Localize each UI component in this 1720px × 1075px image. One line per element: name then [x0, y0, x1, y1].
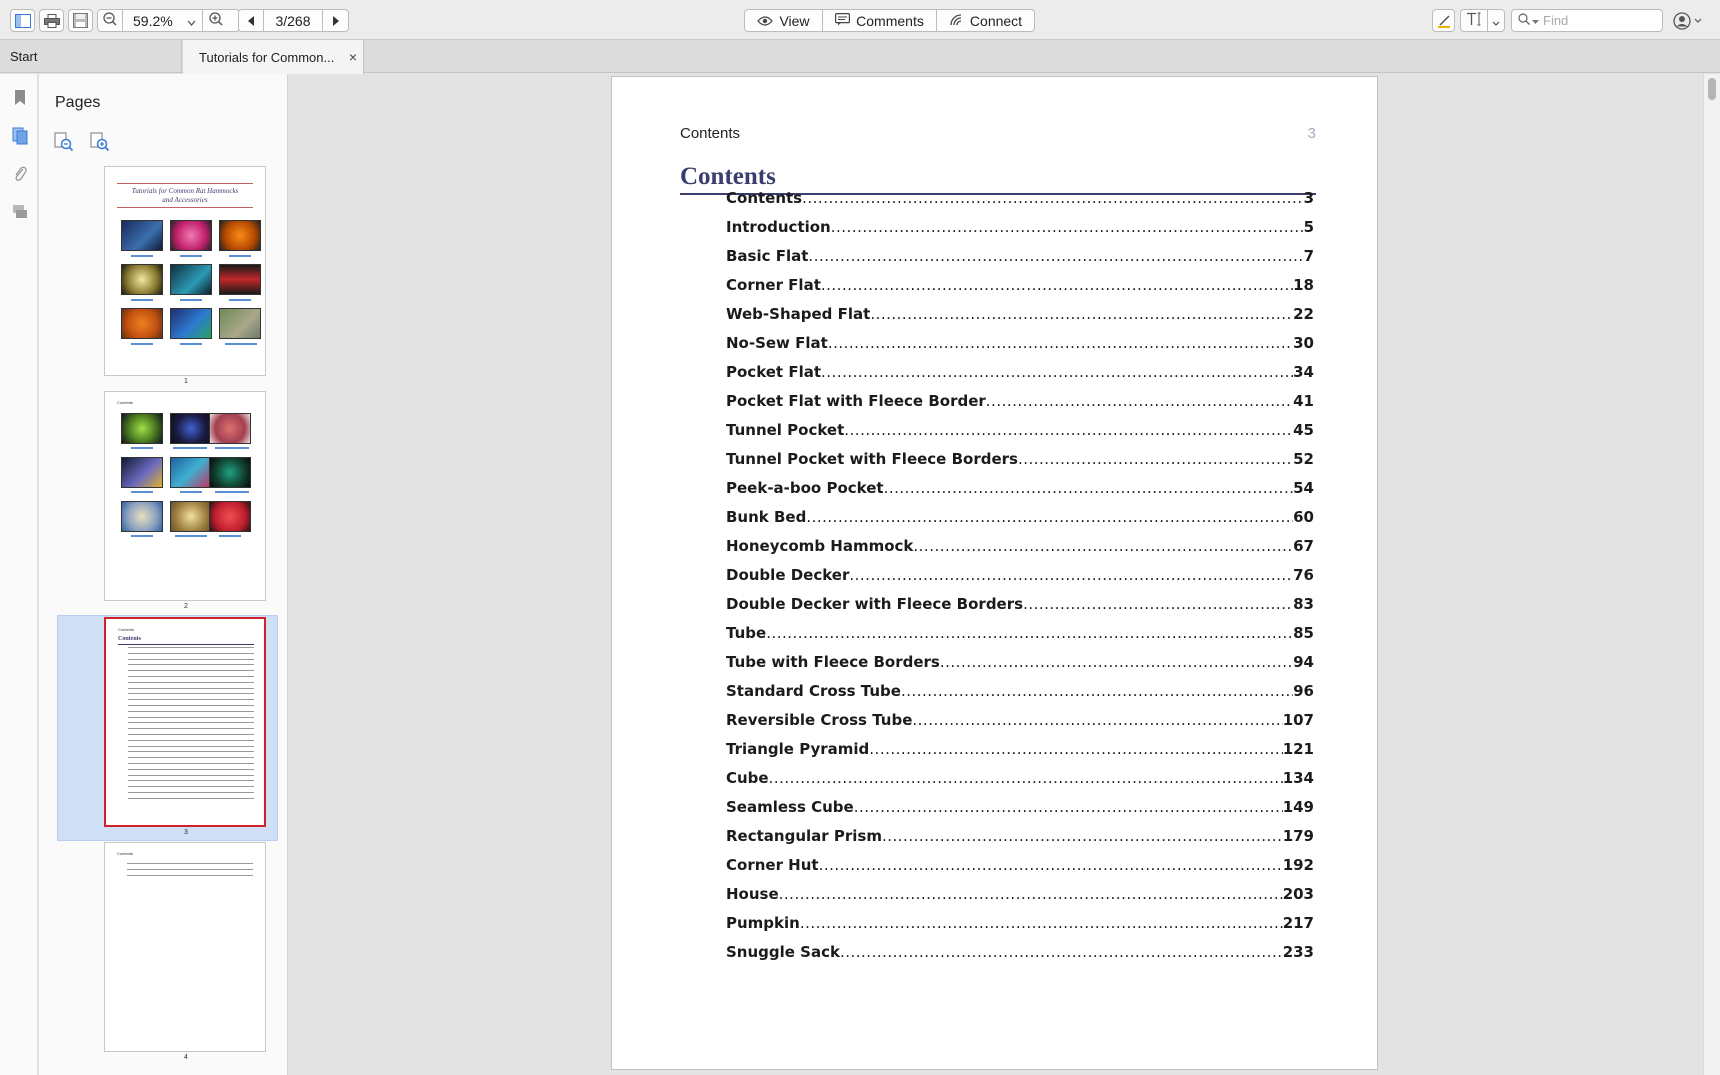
thumb-toc-line: [128, 682, 254, 683]
thumb-photo: [219, 308, 261, 339]
thumb-rule: [117, 183, 253, 184]
thumb-photo: [209, 457, 251, 488]
find-field[interactable]: [1511, 9, 1663, 32]
toc-entry-title: Honeycomb Hammock: [726, 537, 914, 555]
view-mode-label: View: [779, 12, 810, 29]
toc-dot-leader: [828, 334, 1293, 352]
highlighter-pen-icon: [1437, 14, 1451, 28]
toc-dot-leader: [802, 189, 1303, 207]
toc-entry[interactable]: [726, 479, 1314, 501]
thumb-caption-link: [215, 491, 249, 493]
toc-entry-page-number: 96: [1293, 682, 1314, 700]
toc-dot-leader: [844, 421, 1293, 439]
tab-start-label: Start: [10, 49, 38, 64]
document-page: [611, 76, 1378, 1070]
thumb-title-line: and Accessories: [162, 196, 208, 204]
toc-entry-title: Reversible Cross Tube: [726, 711, 913, 729]
page-navigation: [238, 9, 349, 32]
toc-entry[interactable]: [726, 885, 1314, 907]
toc-entry-page-number: 18: [1293, 276, 1314, 294]
toc-entry-title: Pocket Flat: [726, 363, 822, 381]
toc-entry[interactable]: [726, 334, 1314, 356]
toc-entry-title: Web-Shaped Flat: [726, 305, 871, 323]
toc-entry-page-number: 3: [1303, 189, 1314, 207]
triangle-left-icon: [248, 13, 255, 29]
zoom-in-icon: [209, 12, 223, 29]
toc-entry[interactable]: [726, 566, 1314, 588]
thumbnail-page-image: [104, 391, 266, 601]
page-zoom-in-icon: [90, 139, 110, 156]
toc-entry[interactable]: [726, 624, 1314, 646]
page-thumbnail-2[interactable]: [57, 391, 269, 617]
thumb-toc-line: [128, 647, 254, 648]
thumb-toc-line: [128, 711, 254, 712]
zoom-out-icon: [103, 12, 117, 29]
thumb-title-line: Tutorials for Common Rat Hammocks: [131, 187, 239, 195]
thumb-photo: [170, 501, 212, 532]
toc-entry-page-number: 94: [1293, 653, 1314, 671]
toc-entry[interactable]: [726, 856, 1314, 878]
toc-entry[interactable]: [726, 595, 1314, 617]
thumb-toc-line: [127, 869, 253, 870]
toc-entry-title: Cube: [726, 769, 769, 787]
comments-mode-button[interactable]: [823, 10, 937, 31]
view-mode-button[interactable]: [745, 10, 823, 31]
toc-entry-page-number: 60: [1293, 508, 1314, 526]
toc-entry-title: Tunnel Pocket: [726, 421, 845, 439]
speech-bubble-icon: [835, 13, 850, 29]
toc-dot-leader: [869, 740, 1282, 758]
toc-entry-title: Double Decker: [726, 566, 850, 584]
toc-dot-leader: [831, 218, 1304, 236]
toc-entry-title: House: [726, 885, 779, 903]
thumbnail-page-number: 2: [184, 603, 188, 610]
floppy-disk-icon: [73, 13, 88, 28]
enlarge-thumbnails-button[interactable]: [90, 132, 112, 154]
page-indicator: 3/268: [275, 12, 311, 29]
pages-panel-button[interactable]: [10, 128, 30, 148]
toc-dot-leader: [808, 247, 1303, 265]
toc-dot-leader: [870, 305, 1293, 323]
thumb-photo: [121, 457, 163, 488]
connect-mode-label: Connect: [969, 12, 1023, 29]
thumb-toc-line: [127, 875, 253, 876]
thumb-rule: [118, 644, 254, 645]
thumb-photo: [121, 264, 163, 295]
toc-entry[interactable]: [726, 711, 1314, 733]
toc-dot-leader: [800, 914, 1283, 932]
toc-dot-leader: [840, 943, 1283, 961]
thumb-photo: [121, 308, 163, 339]
thumb-photo: [121, 501, 163, 532]
toc-entry-title: Contents: [726, 189, 803, 207]
toc-entry[interactable]: [726, 189, 1314, 211]
text-cursor-icon: [1466, 12, 1482, 29]
thumb-caption-link: [131, 299, 153, 301]
chevron-down-icon: [1532, 12, 1539, 30]
thumb-photo: [170, 308, 212, 339]
thumbnail-page-image: [104, 617, 266, 827]
page-thumbnail-1[interactable]: [57, 166, 269, 392]
toc-heading: Contents: [680, 163, 1316, 195]
navigation-rail: [0, 74, 38, 1075]
toc-entry-title: Basic Flat: [726, 247, 809, 265]
toc-entry[interactable]: [726, 247, 1314, 269]
thumb-caption-link: [131, 255, 153, 257]
toc-entry-page-number: 192: [1282, 856, 1314, 874]
page-number-field[interactable]: [264, 10, 323, 31]
running-header: [680, 125, 1316, 142]
toc-entry[interactable]: [726, 363, 1314, 385]
toc-entry[interactable]: [726, 914, 1314, 936]
toc-entry-page-number: 121: [1282, 740, 1314, 758]
thumb-photo: [209, 501, 251, 532]
toc-entry[interactable]: [726, 508, 1314, 530]
thumb-caption-link: [229, 255, 251, 257]
thumbnail-page-image: [104, 842, 266, 1052]
thumb-caption-link: [180, 255, 202, 257]
bookmark-icon: [14, 89, 26, 111]
toc-dot-leader: [769, 769, 1283, 787]
thumb-toc-line: [128, 757, 254, 758]
toc-entry-page-number: 85: [1293, 624, 1314, 642]
user-avatar-icon: [1673, 12, 1691, 30]
toc-entry-page-number: 149: [1282, 798, 1314, 816]
find-input[interactable]: [1543, 13, 1643, 28]
account-button[interactable]: [1670, 9, 1705, 32]
thumb-toc-line: [128, 670, 254, 671]
thumb-toc-line: [128, 734, 254, 735]
thumbnail-page-number: 1: [184, 378, 188, 385]
comments-mode-label: Comments: [856, 12, 924, 29]
chevron-down-icon: [187, 13, 196, 29]
thumb-toc-line: [128, 728, 254, 729]
toc-entry-title: Tube: [726, 624, 767, 642]
thumb-toc-line: [128, 792, 254, 793]
toc-entry[interactable]: [726, 682, 1314, 704]
toolbar: [0, 0, 1720, 40]
toc-entry-title: Corner Flat: [726, 276, 821, 294]
thumb-toc-line: [127, 863, 253, 864]
tab-document-label: Tutorials for Common...: [199, 49, 335, 65]
chevron-down-icon: [1492, 13, 1500, 29]
thumb-toc-line: [128, 798, 254, 799]
thumb-toc-line: [128, 705, 254, 706]
toc-entry-page-number: 67: [1293, 537, 1314, 555]
shrink-thumbnails-button[interactable]: [54, 132, 76, 154]
save-button[interactable]: [68, 9, 93, 32]
toc-dot-leader: [913, 537, 1293, 555]
sidebar-panel-icon: [15, 14, 31, 28]
toc-dot-leader: [882, 827, 1283, 845]
thumb-toc-line: [128, 775, 254, 776]
scrollbar-thumb[interactable]: [1708, 78, 1716, 100]
thumb-toc-line: [128, 659, 254, 660]
toc-dot-leader: [1018, 450, 1293, 468]
pages-icon: [12, 127, 28, 150]
toc-entry-title: Introduction: [726, 218, 831, 236]
text-tool-dropdown[interactable]: [1488, 10, 1504, 31]
zoom-control: [97, 9, 240, 32]
thumb-running-header: Contents: [118, 627, 135, 632]
thumb-caption-link: [131, 491, 153, 493]
pages-panel: [39, 74, 288, 1075]
thumb-photo: [170, 220, 212, 251]
thumb-toc-line: [128, 763, 254, 764]
toc-dot-leader: [884, 479, 1294, 497]
text-tool-control: [1460, 9, 1505, 32]
tab-start[interactable]: [0, 40, 182, 73]
toc-entry-title: Triangle Pyramid: [726, 740, 870, 758]
toc-dot-leader: [1023, 595, 1293, 613]
printer-icon: [44, 14, 60, 28]
toc-dot-leader: [849, 566, 1293, 584]
toc-entry-title: Rectangular Prism: [726, 827, 882, 845]
toc-entry-page-number: 107: [1282, 711, 1314, 729]
toc-entry[interactable]: [726, 827, 1314, 849]
thumb-toc-line: [128, 676, 254, 677]
thumb-toc-line: [128, 688, 254, 689]
bookmarks-button[interactable]: [10, 90, 30, 110]
toc-entry-page-number: 76: [1293, 566, 1314, 584]
toc-entry-page-number: 83: [1293, 595, 1314, 613]
signal-waves-icon: [949, 13, 964, 29]
thumbnail-page-image: [104, 166, 266, 376]
toc-entry[interactable]: [726, 769, 1314, 791]
thumb-heading: Contents: [118, 636, 142, 642]
zoom-out-button[interactable]: [98, 10, 123, 31]
toc-dot-leader: [912, 711, 1282, 729]
next-page-button[interactable]: [323, 10, 348, 31]
toc-entry[interactable]: [726, 653, 1314, 675]
toc-entry-page-number: 179: [1282, 827, 1314, 845]
connect-mode-button[interactable]: [937, 10, 1034, 31]
thumb-toc-line: [128, 699, 254, 700]
toc-dot-leader: [986, 392, 1293, 410]
toc-dot-leader: [819, 856, 1283, 874]
toc-entry-page-number: 233: [1282, 943, 1314, 961]
toc-dot-leader: [821, 363, 1293, 381]
toc-entry[interactable]: [726, 798, 1314, 820]
comment-list-icon: [12, 204, 28, 225]
toc-entry-page-number: 7: [1303, 247, 1314, 265]
toc-dot-leader: [854, 798, 1283, 816]
tab-document[interactable]: [183, 40, 364, 74]
toc-entry[interactable]: [726, 421, 1314, 443]
thumb-photo: [170, 413, 212, 444]
toc-entry-title: Peek-a-boo Pocket: [726, 479, 884, 497]
thumbnail-page-number: 4: [184, 1054, 188, 1061]
thumb-caption-link: [180, 491, 202, 493]
toc-entry-title: Bunk Bed: [726, 508, 807, 526]
thumb-running-header: Contents: [117, 400, 134, 405]
toc-entry[interactable]: [726, 305, 1314, 327]
toc-entry-page-number: 41: [1293, 392, 1314, 410]
toc-entry-title: Double Decker with Fleece Borders: [726, 595, 1024, 613]
toc-dot-leader: [779, 885, 1283, 903]
chevron-down-icon: [1694, 18, 1702, 23]
thumb-toc-line: [128, 653, 254, 654]
toc-entry-title: No-Sew Flat: [726, 334, 828, 352]
thumb-caption-link: [215, 447, 249, 449]
toc-entry-page-number: 34: [1293, 363, 1314, 381]
toc-entry[interactable]: [726, 943, 1314, 965]
zoom-in-button[interactable]: [203, 10, 228, 31]
toc-entry[interactable]: [726, 276, 1314, 298]
text-tool-button[interactable]: [1461, 10, 1488, 31]
thumb-caption-link: [225, 343, 257, 345]
thumb-running-header: Contents: [117, 851, 134, 856]
sidebar-toggle-button[interactable]: [10, 9, 35, 32]
toc-entry-title: Snuggle Sack: [726, 943, 840, 961]
thumb-caption-link: [173, 447, 207, 449]
thumb-toc-line: [128, 746, 254, 747]
search-icon: [1518, 12, 1530, 30]
thumbnail-page-number: 3: [184, 829, 188, 836]
thumb-toc-line: [128, 717, 254, 718]
zoom-level-select[interactable]: [123, 10, 203, 31]
mode-segmented-control: [744, 9, 1035, 32]
toc-entry-page-number: 30: [1293, 334, 1314, 352]
thumb-toc-line: [128, 722, 254, 723]
thumb-photo: [209, 413, 251, 444]
print-button[interactable]: [39, 9, 64, 32]
tab-bar: [0, 40, 1720, 73]
thumb-caption-link: [131, 535, 153, 537]
toc-entry[interactable]: [726, 740, 1314, 762]
page-zoom-out-icon: [54, 139, 74, 156]
toc-dot-leader: [766, 624, 1293, 642]
attachments-button[interactable]: [10, 166, 30, 186]
toc-entry-page-number: 5: [1303, 218, 1314, 236]
toc-entry-page-number: 217: [1282, 914, 1314, 932]
toc-entry-page-number: 54: [1293, 479, 1314, 497]
thumb-toc-line: [128, 769, 254, 770]
toc-entry[interactable]: [726, 218, 1314, 240]
toc-entry-page-number: 203: [1282, 885, 1314, 903]
triangle-right-icon: [332, 13, 339, 29]
toc-entry[interactable]: [726, 450, 1314, 472]
thumb-photo: [219, 220, 261, 251]
thumb-caption-link: [219, 535, 241, 537]
toc-entry-title: Corner Hut: [726, 856, 819, 874]
thumb-caption-link: [229, 299, 251, 301]
thumb-toc-line: [128, 664, 254, 665]
thumb-photo: [121, 220, 163, 251]
comments-panel-button[interactable]: [10, 204, 30, 224]
toc-entry-title: Tunnel Pocket with Fleece Borders: [726, 450, 1018, 468]
thumb-photo: [121, 413, 163, 444]
thumb-caption-link: [131, 447, 153, 449]
toc-entry[interactable]: [726, 537, 1314, 559]
page-thumbnail-4[interactable]: [57, 842, 269, 1068]
toc-dot-leader: [806, 508, 1293, 526]
thumb-photo: [170, 457, 212, 488]
thumb-caption-link: [180, 299, 202, 301]
toc-entry-page-number: 45: [1293, 421, 1314, 439]
thumb-toc-line: [128, 751, 254, 752]
toc-entry-title: Tube with Fleece Borders: [726, 653, 940, 671]
thumb-photo: [170, 264, 212, 295]
thumb-caption-link: [175, 535, 207, 537]
thumb-toc-line: [128, 786, 254, 787]
vertical-scrollbar[interactable]: [1703, 74, 1720, 1075]
eye-icon: [757, 13, 773, 29]
thumb-toc-line: [128, 740, 254, 741]
thumb-caption-link: [131, 343, 153, 345]
thumb-caption-link: [180, 343, 202, 345]
zoom-level-value: 59.2%: [133, 12, 173, 29]
toc-entry-page-number: 134: [1282, 769, 1314, 787]
document-viewer[interactable]: [289, 74, 1703, 1075]
pages-panel-title: Pages: [55, 94, 101, 111]
highlight-button[interactable]: [1432, 9, 1455, 32]
toc-entry-title: Pumpkin: [726, 914, 800, 932]
toc-entry-title: Seamless Cube: [726, 798, 854, 816]
toc-entry-page-number: 22: [1293, 305, 1314, 323]
toc-dot-leader: [901, 682, 1293, 700]
running-page-number: 3: [1307, 125, 1316, 142]
previous-page-button[interactable]: [239, 10, 264, 31]
thumb-toc-line: [128, 693, 254, 694]
toc-entry-title: Standard Cross Tube: [726, 682, 901, 700]
paperclip-icon: [13, 165, 27, 188]
toc-dot-leader: [940, 653, 1293, 671]
toc-entry[interactable]: [726, 392, 1314, 414]
toc-entry-page-number: 52: [1293, 450, 1314, 468]
thumb-toc-line: [128, 780, 254, 781]
close-tab-icon[interactable]: ×: [348, 49, 357, 65]
page-thumbnail-3[interactable]: [57, 617, 269, 843]
thumb-photo: [219, 264, 261, 295]
thumb-rule: [117, 207, 253, 208]
toc-entry-title: Pocket Flat with Fleece Border: [726, 392, 986, 410]
running-header-title: Contents: [680, 125, 741, 142]
toc-dot-leader: [821, 276, 1293, 294]
